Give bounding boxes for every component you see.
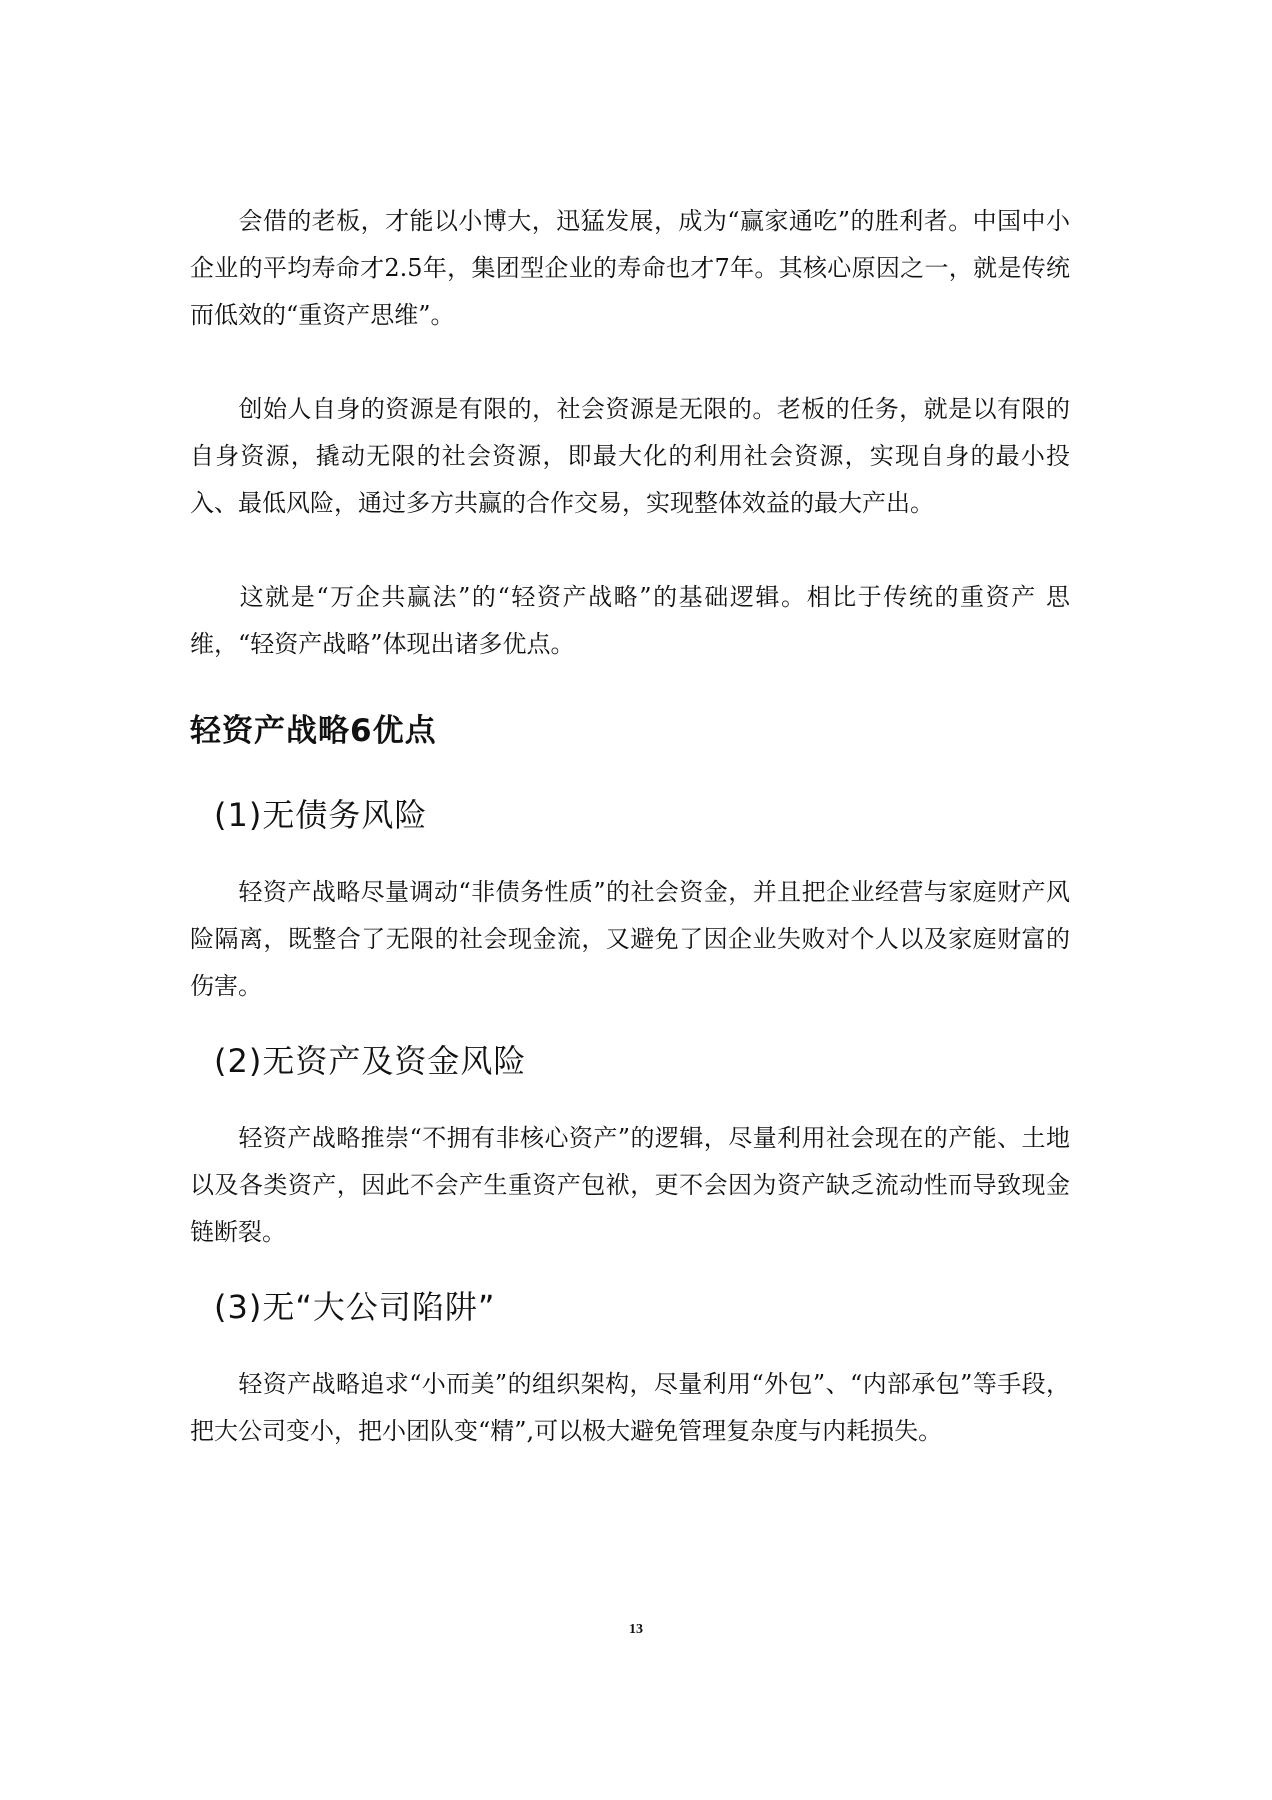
paragraph-3: 这就是“万企共赢法”的“轻资产战略”的基础逻辑。相比于传统的重资产 思维，“轻资产战略”体现出诸多优点。 (190, 583, 1070, 658)
page-number: 13 (629, 1622, 643, 1637)
subsection-1-heading: (1)无债务风险 (214, 796, 428, 834)
subsection-1-body: 轻资产战略尽量调动“非债务性质”的社会资金，并且把企业经营与家庭财产风险隔离，既整合了无限的社会现金流，又避免了因企业失败对个人以及家庭财富的伤害。 (190, 878, 1070, 1000)
section-title: 轻资产战略6优点 (190, 713, 437, 749)
subsection-3-body: 轻资产战略追求“小而美”的组织架构，尽量利用“外包”、“内部承包”等手段，把大公司变小，把小团队变“精”,可以极大避免管理复杂度与内耗损失。 (190, 1370, 1070, 1445)
paragraph-1: 会借的老板，才能以小博大，迅猛发展，成为“赢家通吃”的胜利者。中国中小企业的平均寿命才2.5年，集团型企业的寿命也才7年。其核心原因之一，就是传统而低效的“重资产思维”。 (190, 207, 1070, 329)
paragraph-2: 创始人自身的资源是有限的，社会资源是无限的。老板的任务，就是以有限的自身资源，撬动无限的社会资源，即最大化的利用社会资源，实现自身的最小投入、最低风险，通过多方共赢的合作交易，实现整体效益的最大产出。 (190, 395, 1070, 517)
subsection-2-heading: (2)无资产及资金风险 (214, 1042, 527, 1080)
subsection-3-heading: (3)无“大公司陷阱” (214, 1288, 496, 1326)
subsection-2-body: 轻资产战略推崇“不拥有非核心资产”的逻辑，尽量利用社会现在的产能、土地以及各类资产，因此不会产生重资产包袱，更不会因为资产缺乏流动性而导致现金链断裂。 (190, 1124, 1070, 1246)
